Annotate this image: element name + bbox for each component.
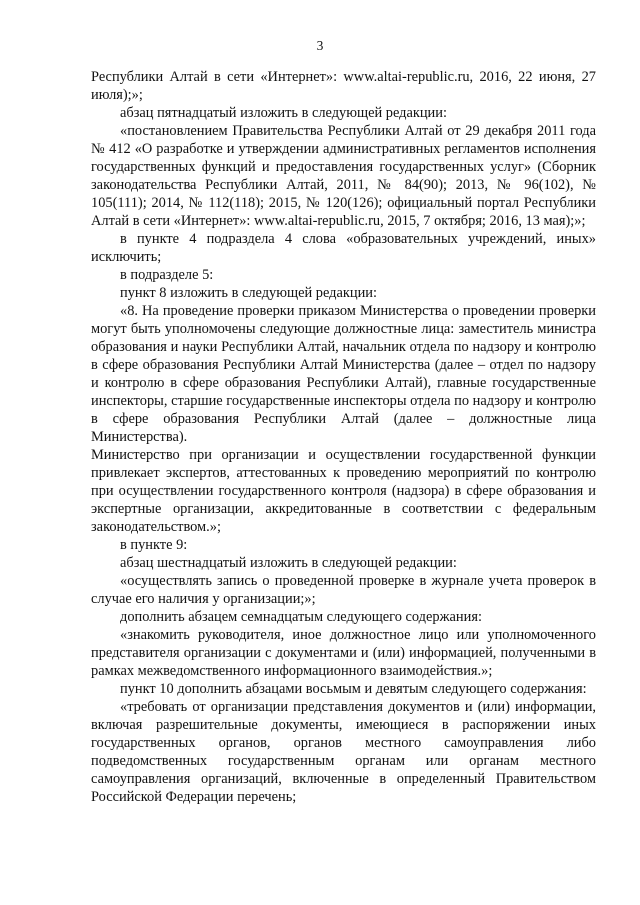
paragraph: абзац пятнадцатый изложить в следующей редакции: xyxy=(120,105,447,121)
paragraph: «постановлением Правительства Республики Алтай от 29 декабря 2011 года № 412 «О разработке и утверждении административных регламентов исполнения государственных функций и предоставления государственных услуг» (Сборник законодательства Республики Алтай, 2011, № 84(90); 2013, № 96(102), № 105(111); 2014, № 112(118); 2015, № 120(126); официальный портал Республики Алтай в сети «Интернет»: www.altai-republic.ru, 2015, 7 октября; 2016, 13 мая);»; xyxy=(91,123,596,229)
paragraph: в пункте 4 подраздела 4 слова «образовательных учреждений, иных» исключить; xyxy=(91,231,596,265)
paragraph: Министерство при организации и осуществлении государственной функции привлекает экспертов, аттестованных к проведению мероприятий по контролю при осуществлении государственного контроля (надзора) в сфере образования и экспертные организации, аккредитованные в соответствии с федеральным законодательством.»; xyxy=(91,447,596,535)
paragraph: пункт 10 дополнить абзацами восьмым и девятым следующего содержания: xyxy=(120,681,587,697)
paragraph: в подразделе 5: xyxy=(120,267,214,283)
paragraph: пункт 8 изложить в следующей редакции: xyxy=(120,285,377,301)
paragraph: дополнить абзацем семнадцатым следующего содержания: xyxy=(120,609,482,625)
paragraph: абзац шестнадцатый изложить в следующей редакции: xyxy=(120,555,457,571)
paragraph: «осуществлять запись о проведенной проверке в журнале учета проверок в случае его наличия у организации;»; xyxy=(91,573,596,607)
page-number: 3 xyxy=(316,38,324,53)
paragraph: Республики Алтай в сети «Интернет»: www.altai-republic.ru, 2016, 22 июня, 27 июля);»; xyxy=(91,69,596,103)
paragraph: «знакомить руководителя, иное должностное лицо или уполномоченного представителя организации с документами и (или) информацией, полученными в рамках межведомственного информационного взаимодействия.»; xyxy=(91,627,596,679)
document-body xyxy=(91,68,596,806)
paragraph: «требовать от организации представления документов и (или) информации, включая разрешительные документы, имеющиеся в распоряжении иных государственных органов, органов местного самоуправления либо подведомственных государственным органам или органам местного самоуправления организаций, включенные в определенный Правительством Российской Федерации перечень; xyxy=(91,699,596,805)
paragraph: «8. На проведение проверки приказом Министерства о проведении проверки могут быть уполномочены следующие должностные лица: заместитель министра образования и науки Республики Алтай, начальник отдела по надзору и контролю в сфере образования Республики Алтай Министерства (далее – отдел по надзору и контролю в сфере образования Республики Алтай), главные государственные инспекторы, старшие государственные инспекторы отдела по надзору и контролю в сфере образования Республики Алтай (далее – должностные лица Министерства). xyxy=(91,303,596,445)
paragraph: в пункте 9: xyxy=(120,537,188,553)
